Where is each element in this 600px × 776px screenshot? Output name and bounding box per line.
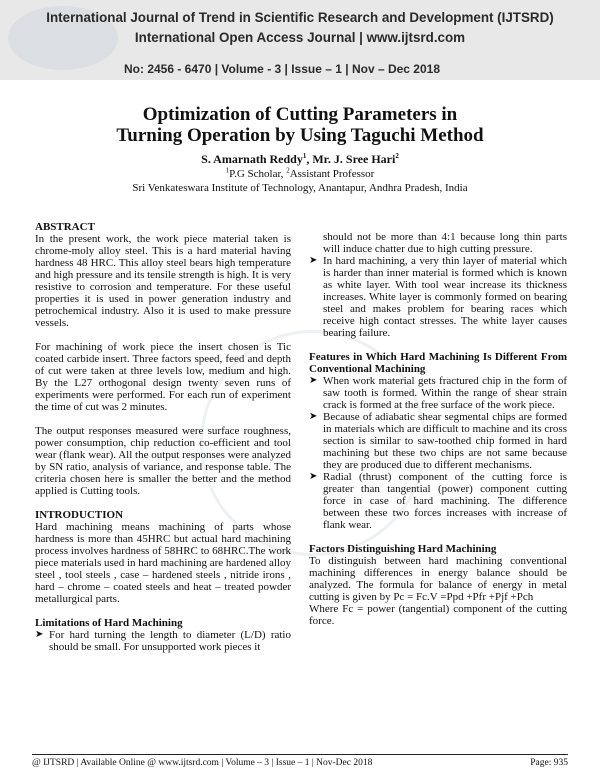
arrow-bullet-icon: ➤ — [35, 629, 44, 640]
paper-title: Optimization of Cutting Parameters in Turning Operation by Using Taguchi Method — [116, 104, 484, 146]
footer-divider — [32, 754, 568, 755]
page-footer — [32, 758, 568, 768]
factors-heading: Factors Distinguishing Hard Machining — [309, 543, 497, 555]
list-item: ➤ Radial (thrust) component of the cutting force is greater than tangential (power) component cutting force in case of hard machining. The difference between these two forces increases with increase of flank wear. — [309, 471, 567, 531]
factors-paragraph-2: Where Fc = power (tangential) component of the cutting force. — [309, 603, 567, 627]
list-item: ➤ In hard machining, a very thin layer of material which is harder than inner material is formed which is known as white layer. With tool wear increase its thickness increases. White layer is commonly formed on bearing steel and makes problem for bearing races which receive high contact stresses. The white layer causes bearing failure. — [309, 255, 567, 339]
limitations-continuation: should not be more than 4:1 because long thin parts will induce chatter due to high cutting pressure. — [323, 231, 567, 255]
factors-paragraph-1: To distinguish between hard machining conventional machining differences in energy balance should be analyzed. The formula for balance of energy in metal cutting is given by Pc = Fc.V =Ppd +Pfr +Pjf +Pch — [309, 555, 567, 603]
features-list — [309, 375, 567, 531]
journal-access-line: International Open Access Journal | www.ijtsrd.com — [134, 30, 466, 45]
list-item: ➤ For hard turning the length to diameter (L/D) ratio should be small. For unsupported work pieces it — [35, 629, 291, 653]
arrow-bullet-icon: ➤ — [309, 471, 318, 482]
abstract-paragraph-2: For machining of work piece the insert chosen is Tic coated carbide insert. Three factors speed, feed and depth of cut were taken at three levels low, medium and high. By the L27 orthogonal design twenty seven runs of experiments were performed. For each run of experiment the time of cut was 2 minutes. — [35, 341, 291, 413]
list-item: ➤ Because of adiabatic shear segmental chips are formed in materials which are difficult to machine and its cross section is similar to saw-toothed chip formed in hard machining but these two chips are not same because they are produced due to different mechanisms. — [309, 411, 567, 471]
abstract-heading: ABSTRACT — [35, 221, 95, 233]
limitations-list — [35, 629, 291, 653]
author-institution: Sri Venkateswara Institute of Technology, Anantapur, Andhra Pradesh, India — [132, 182, 468, 194]
limitations-heading: Limitations of Hard Machining — [35, 617, 183, 629]
abstract-paragraph-3: The output responses measured were surface roughness, power consumption, chip reduction co-efficient and tool wear (flank wear). All the output responses were analyzed by SN ratio, analysis of variance, and response table. The criteria chosen here is smaller the better and the method applied is Cutting tools. — [35, 425, 291, 497]
journal-issn-line: No: 2456 - 6470 | Volume - 3 | Issue – 1 | Nov – Dec 2018 — [124, 62, 441, 76]
author-roles: $^1$P.G Scholar, $^2$Assistant Professor — [225, 166, 375, 180]
journal-name: International Journal of Trend in Scientific Research and Development (IJTSRD) — [46, 10, 554, 25]
right-column — [309, 231, 567, 639]
abstract-paragraph-1: In the present work, the work piece material taken is chrome-moly alloy steel. This is a hard material having hardness 48 HRC. This alloy steel bears high temperature and high pressure and its tensile strength is high. It is very resistive to corrosion and temperature. For these useful properties it is used in power generation industry and petrochemical industry. Also it is used to make pressure vessels. — [35, 233, 292, 329]
arrow-bullet-icon: ➤ — [309, 255, 318, 266]
introduction-paragraph: Hard machining means machining of parts whose hardness is more than 45HRC but actual hard machining process involves hardness of 58HRC to 68HRC.The work piece materials used in hard machining are hardened alloy steel , tool steels , case – hardened steels , nitride irons , hard – chrome – coated steels and heat – treated powder metallurgical parts. — [35, 521, 291, 605]
list-item: ➤ When work material gets fractured chip in the form of saw tooth is formed. Within the range of shear strain crack is formed at the free surface of the work piece. — [309, 375, 567, 411]
limitations-list-continued — [309, 255, 567, 339]
paper-authors: S. Amarnath Reddy$^1$, Mr. J. Sree Hari$^2$ — [201, 152, 399, 166]
features-heading: Features in Which Hard Machining Is Different From Conventional Machining — [309, 351, 567, 375]
page-number: Page: 935 — [530, 758, 568, 768]
arrow-bullet-icon: ➤ — [309, 411, 318, 422]
journal-header — [0, 0, 600, 80]
footer-citation: @ IJTSRD | Available Online @ www.ijtsrd.com | Volume – 3 | Issue – 1 | Nov-Dec 2018 — [32, 758, 373, 768]
introduction-heading: INTRODUCTION — [35, 509, 124, 521]
arrow-bullet-icon: ➤ — [309, 375, 318, 386]
left-column — [35, 221, 291, 653]
